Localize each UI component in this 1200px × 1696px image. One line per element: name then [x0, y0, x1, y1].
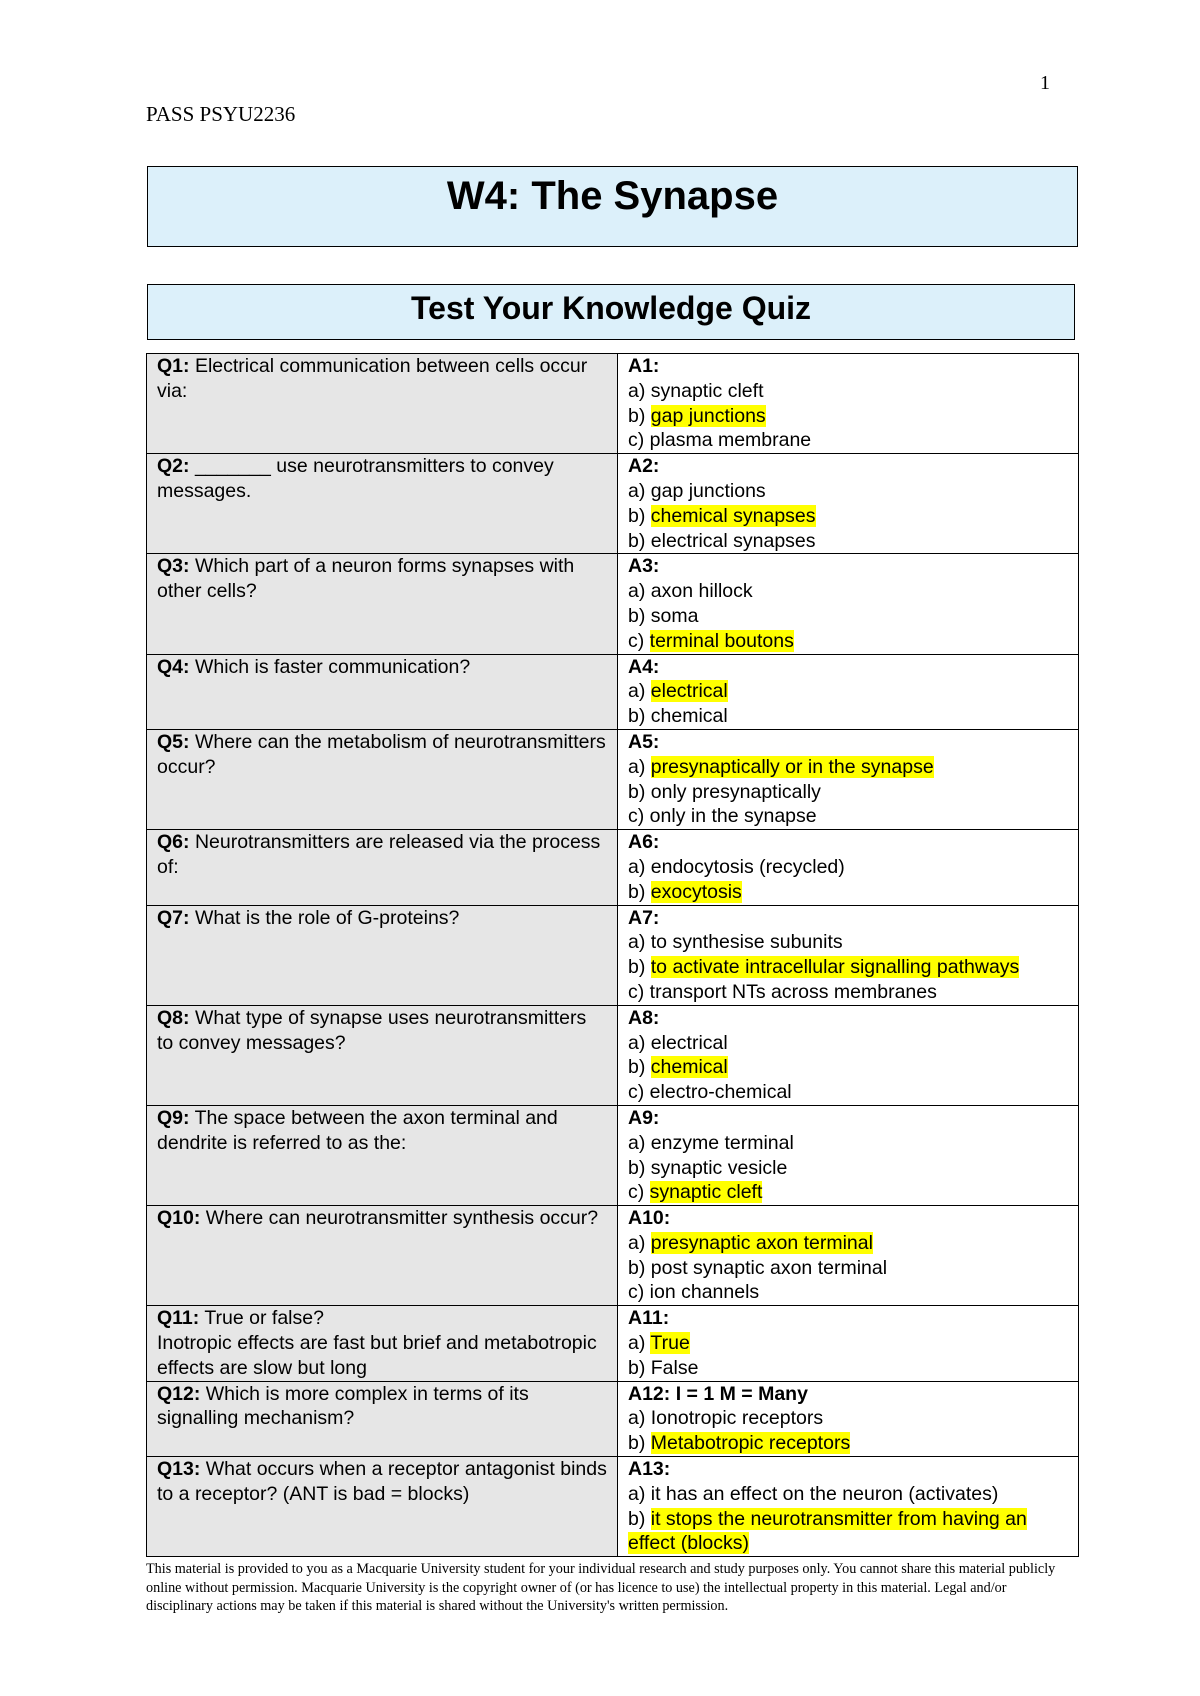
- question-line: [157, 1306, 607, 1331]
- question-cell: [147, 1381, 618, 1456]
- question-text: Which part of a neuron forms synapses with other cells?: [157, 555, 575, 603]
- answer-cell: [618, 1005, 1079, 1105]
- question-label: Q9:: [157, 1106, 190, 1129]
- quiz-row: [147, 1005, 1079, 1105]
- option-text: electrical synapses: [650, 529, 816, 552]
- question-label: Q2:: [157, 455, 190, 478]
- answer-cell: [618, 905, 1079, 1005]
- option-text: axon hillock: [650, 580, 753, 603]
- answer-option: [628, 855, 1068, 880]
- answer-cell: [618, 1457, 1079, 1557]
- option-text: endocytosis (recycled): [650, 855, 845, 878]
- option-prefix: a): [628, 1407, 646, 1430]
- option-text: chemical: [650, 705, 728, 728]
- answer-option: [628, 1180, 1068, 1205]
- option-text: plasma membrane: [649, 429, 812, 452]
- option-prefix: b): [628, 1356, 646, 1379]
- answer-cell: [618, 554, 1079, 654]
- answer-option: [628, 629, 1068, 654]
- question-label: Q10:: [157, 1207, 201, 1230]
- question-line: [157, 354, 607, 404]
- answer-heading: [628, 1106, 1068, 1131]
- option-prefix: b): [628, 404, 646, 427]
- answer-label: A8:: [628, 1006, 660, 1029]
- answer-cell: [618, 454, 1079, 554]
- answer-option: [628, 1156, 1068, 1181]
- answer-option: [628, 1482, 1068, 1507]
- answer-option: [628, 1507, 1068, 1557]
- question-text: _______ use neurotransmitters to convey messages.: [157, 455, 554, 502]
- option-text: gap junctions: [650, 479, 766, 502]
- option-text-correct: chemical: [650, 1056, 728, 1079]
- quiz-row: [147, 1381, 1079, 1456]
- option-text-correct: electrical: [650, 680, 728, 703]
- question-line: [157, 1006, 607, 1056]
- question-line: [157, 554, 607, 604]
- option-text-correct: True: [650, 1332, 690, 1355]
- answer-label: A12:: [628, 1382, 671, 1405]
- answer-heading: [628, 906, 1068, 931]
- option-text-correct: presynaptically or in the synapse: [650, 755, 934, 778]
- answer-option: [628, 1231, 1068, 1256]
- question-line: [157, 1382, 607, 1432]
- option-prefix: c): [628, 629, 645, 652]
- answer-heading: [628, 1206, 1068, 1231]
- quiz-row: [147, 554, 1079, 654]
- question-text: Where can the metabolism of neurotransmitters occur?: [157, 730, 606, 778]
- question-cell: [147, 1105, 618, 1205]
- option-prefix: c): [628, 1081, 645, 1104]
- option-prefix: b): [628, 705, 646, 728]
- answer-option: [628, 704, 1068, 729]
- option-text: False: [650, 1356, 699, 1379]
- option-prefix: b): [628, 956, 646, 979]
- quiz-banner: [147, 284, 1075, 340]
- quiz-row: [147, 1206, 1079, 1306]
- option-prefix: c): [628, 1281, 645, 1304]
- answer-option: [628, 504, 1068, 529]
- option-prefix: a): [628, 1131, 646, 1154]
- answer-label: A6:: [628, 831, 660, 854]
- answer-option: [628, 1356, 1068, 1381]
- quiz-row: [147, 1105, 1079, 1205]
- answer-heading: [628, 830, 1068, 855]
- option-text: ion channels: [649, 1281, 760, 1304]
- option-prefix: b): [628, 1156, 646, 1179]
- quiz-title: Test Your Knowledge Quiz: [410, 290, 812, 326]
- answer-cell: [618, 1306, 1079, 1381]
- question-label: Q11:: [157, 1307, 200, 1330]
- option-prefix: b): [628, 529, 646, 552]
- option-text-correct: Metabotropic receptors: [650, 1432, 851, 1455]
- option-text: synaptic vesicle: [650, 1156, 788, 1179]
- option-prefix: b): [628, 604, 646, 627]
- question-cell: [147, 554, 618, 654]
- question-label: Q8:: [157, 1006, 190, 1029]
- option-text-correct: to activate intracellular signalling pathways: [650, 956, 1020, 979]
- question-cell: [147, 654, 618, 729]
- question-label: Q13:: [157, 1458, 201, 1481]
- option-text: electro-chemical: [649, 1081, 792, 1104]
- answer-option: [628, 880, 1068, 905]
- answer-label: A9:: [628, 1106, 660, 1129]
- quiz-row: [147, 1457, 1079, 1557]
- question-cell: [147, 1306, 618, 1381]
- answer-option: [628, 404, 1068, 429]
- answer-label: A11:: [628, 1307, 670, 1330]
- option-prefix: b): [628, 504, 646, 527]
- option-prefix: b): [628, 1056, 646, 1079]
- option-text: soma: [650, 604, 699, 627]
- option-prefix: a): [628, 680, 646, 703]
- question-text: Where can neurotransmitter synthesis occur?: [205, 1207, 599, 1230]
- option-prefix: a): [628, 1482, 646, 1505]
- option-prefix: a): [628, 755, 646, 778]
- answer-cell: [618, 1206, 1079, 1306]
- option-text-correct: synaptic cleft: [649, 1181, 763, 1204]
- answer-option: [628, 930, 1068, 955]
- option-prefix: a): [628, 580, 646, 603]
- option-text: transport NTs across membranes: [649, 980, 937, 1003]
- answer-note: I = 1 M = Many: [675, 1382, 808, 1405]
- question-label: Q12:: [157, 1382, 201, 1405]
- answer-heading: [628, 454, 1068, 479]
- answer-cell: [618, 1105, 1079, 1205]
- answer-heading: [628, 1306, 1068, 1331]
- answer-label: A1:: [628, 355, 660, 377]
- option-text: post synaptic axon terminal: [650, 1256, 888, 1279]
- answer-heading: [628, 354, 1068, 379]
- question-text: Neurotransmitters are released via the process of:: [157, 831, 601, 878]
- question-line: [157, 906, 607, 931]
- answer-heading: [628, 1382, 1068, 1407]
- option-text: enzyme terminal: [650, 1131, 794, 1154]
- question-label: Q4:: [157, 655, 190, 678]
- answer-label: A5:: [628, 730, 660, 753]
- option-prefix: b): [628, 880, 646, 903]
- page-title: W4: The Synapse: [446, 174, 779, 218]
- answer-option: [628, 579, 1068, 604]
- question-cell: [147, 830, 618, 905]
- option-prefix: a): [628, 931, 646, 954]
- question-text: Which is more complex in terms of its signalling mechanism?: [157, 1382, 529, 1430]
- question-cell: [147, 1206, 618, 1306]
- answer-option: [628, 1431, 1068, 1456]
- question-cell: [147, 454, 618, 554]
- option-prefix: c): [628, 1181, 645, 1204]
- question-text: True or false?: [204, 1307, 324, 1330]
- question-text: Electrical communication between cells occur via:: [157, 355, 588, 402]
- option-prefix: a): [628, 855, 646, 878]
- answer-option: [628, 780, 1068, 805]
- answer-option: [628, 529, 1068, 554]
- option-text-correct: presynaptic axon terminal: [650, 1231, 873, 1254]
- answer-label: A13:: [628, 1458, 671, 1481]
- question-text: What type of synapse uses neurotransmitters to convey messages?: [157, 1006, 587, 1054]
- option-prefix: b): [628, 1256, 646, 1279]
- answer-option: [628, 980, 1068, 1005]
- option-prefix: b): [628, 1432, 646, 1455]
- question-line: [157, 730, 607, 780]
- option-text: only in the synapse: [649, 805, 817, 828]
- option-prefix: b): [628, 1507, 646, 1530]
- option-prefix: c): [628, 980, 645, 1003]
- question-cell: [147, 1457, 618, 1557]
- option-text: only presynaptically: [650, 780, 821, 803]
- page-number: 1: [1040, 72, 1050, 94]
- answer-cell: [618, 729, 1079, 829]
- quiz-row: [147, 354, 1079, 454]
- quiz-row: [147, 830, 1079, 905]
- question-text: What is the role of G-proteins?: [194, 906, 460, 929]
- option-text: it has an effect on the neuron (activates): [650, 1482, 999, 1505]
- answer-option: [628, 1055, 1068, 1080]
- option-text: electrical: [650, 1031, 728, 1054]
- option-text-correct: it stops the neurotransmitter from having an effect (blocks): [628, 1507, 1027, 1555]
- question-cell: [147, 905, 618, 1005]
- quiz-row: [147, 729, 1079, 829]
- answer-label: A4:: [628, 655, 660, 678]
- question-label: Q5:: [157, 730, 190, 753]
- option-text-correct: gap junctions: [650, 404, 766, 427]
- answer-option: [628, 955, 1068, 980]
- question-cell: [147, 1005, 618, 1105]
- option-text: to synthesise subunits: [650, 931, 843, 954]
- option-prefix: a): [628, 1332, 646, 1355]
- question-text: Inotropic effects are fast but brief and metabotropic effects are slow but long: [157, 1332, 597, 1379]
- question-label: Q7:: [157, 906, 190, 929]
- answer-option: [628, 479, 1068, 504]
- option-prefix: a): [628, 1231, 646, 1254]
- answer-option: [628, 1031, 1068, 1056]
- question-label: Q1:: [157, 355, 190, 377]
- option-prefix: a): [628, 1031, 646, 1054]
- quiz-row: [147, 654, 1079, 729]
- quiz-table: [146, 353, 1079, 1557]
- option-text-correct: exocytosis: [650, 880, 742, 903]
- question-line: [157, 830, 607, 880]
- answer-label: A2:: [628, 455, 660, 478]
- question-line: [157, 1106, 607, 1156]
- question-line: [157, 454, 607, 504]
- answer-option: [628, 679, 1068, 704]
- answer-option: [628, 1280, 1068, 1305]
- answer-label: A7:: [628, 906, 660, 929]
- answer-option: [628, 1131, 1068, 1156]
- question-label: Q6:: [157, 831, 190, 854]
- option-text: Ionotropic receptors: [650, 1407, 824, 1430]
- answer-label: A3:: [628, 555, 660, 578]
- answer-cell: [618, 654, 1079, 729]
- title-banner: [147, 166, 1078, 247]
- question-text: Which is faster communication?: [194, 655, 471, 678]
- question-line: [157, 1457, 607, 1507]
- answer-option: [628, 755, 1068, 780]
- answer-option: [628, 379, 1068, 404]
- answer-heading: [628, 1457, 1068, 1482]
- answer-option: [628, 1256, 1068, 1281]
- option-text-correct: terminal boutons: [649, 629, 794, 652]
- quiz-row: [147, 454, 1079, 554]
- answer-cell: [618, 830, 1079, 905]
- question-line: [157, 1206, 607, 1231]
- option-prefix: c): [628, 429, 645, 452]
- question-line: [157, 655, 607, 680]
- option-prefix: a): [628, 479, 646, 502]
- option-prefix: c): [628, 805, 645, 828]
- question-label: Q3:: [157, 555, 190, 578]
- question-text: The space between the axon terminal and dendrite is referred to as the:: [157, 1106, 558, 1154]
- answer-option: [628, 804, 1068, 829]
- answer-heading: [628, 1006, 1068, 1031]
- answer-cell: [618, 354, 1079, 454]
- header-course-code: PASS PSYU2236: [146, 102, 296, 126]
- answer-heading: [628, 554, 1068, 579]
- option-text: synaptic cleft: [650, 379, 764, 402]
- answer-option: [628, 604, 1068, 629]
- answer-heading: [628, 730, 1068, 755]
- answer-heading: [628, 655, 1068, 680]
- question-line: [157, 1331, 607, 1381]
- answer-cell: [618, 1381, 1079, 1456]
- quiz-row: [147, 1306, 1079, 1381]
- question-cell: [147, 729, 618, 829]
- option-prefix: a): [628, 379, 646, 402]
- question-cell: [147, 354, 618, 454]
- option-prefix: b): [628, 780, 646, 803]
- answer-option: [628, 1331, 1068, 1356]
- copyright-notice: This material is provided to you as a Macquarie University student for your individual research and study purposes only. You cannot share this material publicly online without permission. Macquarie University is the copyright owner of (or has licence to use) the intellectual property in this material. Legal and/or disciplinary actions may be taken if this material is shared without the University's written permission.: [146, 1561, 1056, 1614]
- answer-option: [628, 1080, 1068, 1105]
- question-text: What occurs when a receptor antagonist binds to a receptor? (ANT is bad = blocks): [157, 1458, 607, 1505]
- answer-option: [628, 428, 1068, 453]
- answer-option: [628, 1406, 1068, 1431]
- answer-label: A10:: [628, 1207, 671, 1230]
- quiz-row: [147, 905, 1079, 1005]
- option-text-correct: chemical synapses: [650, 504, 816, 527]
